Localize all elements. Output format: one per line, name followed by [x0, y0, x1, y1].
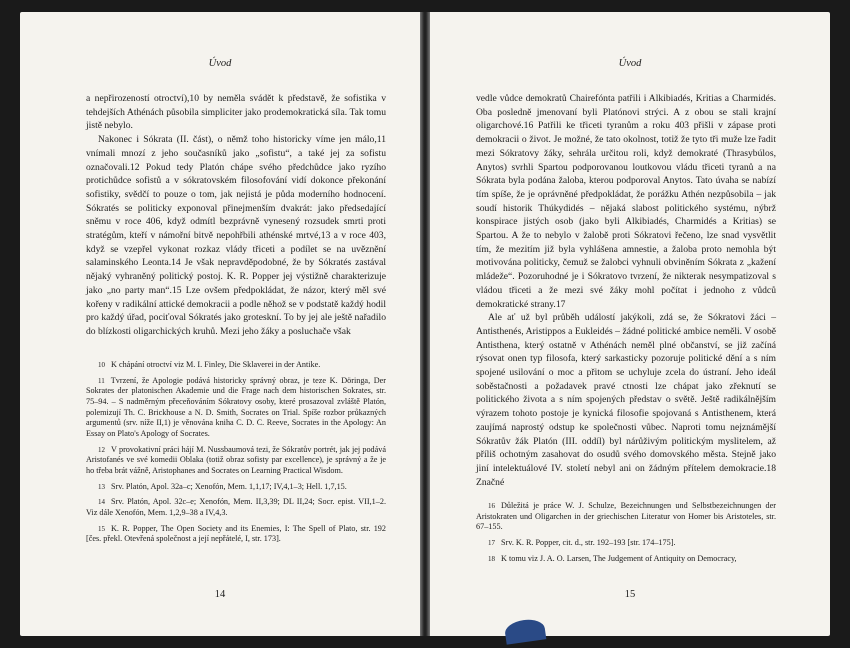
body-text: [476, 92, 776, 489]
footnote: [86, 376, 386, 440]
left-page: [20, 12, 420, 636]
footnote-text: Srv. Platón, Apol. 32c–e; Xenofón, Mem. II,3,39; DL II,24; Socr. epist. VII,1–2. Viz dále Xenofón, Mem. 1,2,9–38 a IV,4,3.: [86, 497, 386, 517]
footnote: [86, 445, 386, 477]
footnote-number: 12: [98, 445, 105, 454]
running-header: Úvod: [208, 58, 232, 69]
footnote-number: 13: [98, 482, 105, 491]
book-spine-gutter: [420, 12, 430, 636]
footnote: [476, 554, 776, 565]
footnote-text: K tomu viz J. A. O. Larsen, The Judgement of Antiquity on Democracy,: [501, 553, 737, 563]
footnote-number: 10: [98, 361, 105, 369]
right-page: [430, 12, 830, 636]
paragraph: a nepřirozeností otroctví),10 by neměla svádět k představě, že sofistika v tehdejších Athénách působila simpliciter jako prodemokratická síla. Tak tomu jistě nebylo.: [86, 93, 386, 132]
paragraph: Ale ať už byl průběh událostí jakýkoli, zdá se, že Sókratovi žáci – Antisthenés, Aristippos a Eukleidés – žádné politické ambice neměli. V osobě Antisthena, který ostatně v Athénách neměl plné občanství, se již začíná rýsovat onen typ filosofa, který sarkasticky pozoruje politické dění a s ním spojené usilování o moc a přitom se uchyluje zcela do ústraní. Jeho ideál soběstačnosti a požadavek pravé ctnosti lze chápat jako zřeknutí se politického života a s ním spojených představ o světě. Ještě radikálnějším výrazem tohoto postoje je kynická filosofie spojovaná s Antisthenem, která zaujímá naprostý odstup ke společnosti vůbec. Naproti tomu nejznámější Sókratův žák Platón (III. oddíl) byl nárůživým politickým myslitelem, až příliš ochotným zasahovat do osudů svého domovského města. Stejně jako jiní intelektuálové IV. století nebyl ani on žádným přítelem demokracie.18 Značné: [476, 312, 776, 488]
footnote-text: Srv. Platón, Apol. 32a–c; Xenofón, Mem. 1,1,17; IV,4,1–3; Hell. 1,7,15.: [111, 481, 347, 491]
footnotes: [476, 501, 776, 570]
footnote: [476, 538, 776, 549]
footnote-number: 11: [98, 376, 105, 385]
footnote-text: K chápání otroctví viz M. I. Finley, Die Sklaverei in der Antike.: [111, 360, 321, 369]
footnotes: [86, 360, 386, 550]
footnote: [86, 482, 386, 493]
running-header: Úvod: [618, 58, 642, 69]
footnote-number: 17: [488, 538, 495, 547]
footnote: [86, 524, 386, 545]
footnote-text: Důležitá je práce W. J. Schulze, Bezeichnungen und Selbstbezeichnungen der Aristokraten und Oligarchen in der griechischen Literatur von Homer bis Aristoteles, str. 67–155.: [476, 501, 776, 532]
footnote-text: V provokativní práci hájí M. Nussbaumová tezi, že Sókratův portrét, jak jej podává Aristofanés ve své komedii Oblaka (totiž obraz sofisty par excellence), je správný a že je ho třeba brát vážně, Aristophanes and Socrates on Learning Practical Wisdom.: [86, 444, 386, 475]
footnote-text: Srv. K. R. Popper, cit. d., str. 192–193 [str. 174–175].: [501, 537, 676, 547]
footnote: [476, 501, 776, 533]
footnote-number: 15: [98, 524, 105, 533]
footnote-number: 16: [488, 502, 495, 510]
footnote: [86, 497, 386, 518]
body-text: [86, 92, 386, 339]
footnote-number: 14: [98, 498, 105, 507]
paragraph: vedle vůdce demokratů Chairefónta patřili i Alkibiadés, Kritias a Charmidés. Oba posledně jmenovaní byli Platónovi strýci. A z obou se stali krajní oligarchové.16 Patřili ke třiceti tyranům a roku 403 přišli v zápase proti demokracii o život. Je možné, že tato okolnost, totiž že tyto tři muže lze řadit mezi Sókratovy žáky, sehrála určitou roli, když demokraté (Thrasybúlos, Anytos) svrhli Spartou podporovanou loutkovou vládu třiceti tyranů a na Sókrata byla podána žaloba, kterou podporoval Anytos. Tato úvaha se nabízí tím spíše, že je oprávněné předpokládat, že porážku Athén nezpůsobila – jak soudí historik Thúkydidés – nějaká slabost politického systému, nýbrž konspirace jistých osob (jako byli Alkibiadés, Charmidés a Kritias) se Spartou. A že to nebylo v žalobě proti Sókratovi řečeno, lze snad vysvětlit tím, že mezitím již byla vyhlášena amnestie, a žaloba proto nemohla být motivována politicky, čemuž se žalobci vyhnuli obviněním Sókrata z „kažení mládeže“. Pozoruhodné je i Sókratovo tvrzení, že nikterak nesympatizoval s vládou třiceti a že mezi své žáky mohl počítat i jednoho z vůdců demokratické strany.17: [476, 93, 776, 310]
footnote-text: Tvrzení, že Apologie podává historicky správný obraz, je teze K. Döringa, Der Sokrates der platonischen Akademie und die Frage nach dem historischen Sokrates, str. 75–94. – S nadměrným přeceňováním Sókratovy osoby, které prosazoval zvláště Platón, polemizují Th. C. Brickhouse a N. D. Smith, Socrates on Trial. Spíše rozbor průkazných argumentů (srv. níže II,1) je věnována kniha C. D. C. Reeve, Socrates in the Apology: An Essay on Plato's Apology of Socrates.: [86, 375, 386, 438]
paragraph: Nakonec i Sókrata (II. část), o němž toho historicky víme jen málo,11 vnímali mnozí z jeho současníků jako „sofistu“, a také jej za sofistu označovali.12 Pokud tedy Platón chápe svého předchůdce jako ryzího protichůdce sofistů a v sókratovském filosofování vidí dokonce překonání sofistiky, svědčí to pouze o tom, jak nejistá je půda moderního hodnocení. Sókratés se politicky exponoval přinejmenším dvakrát: jako předsedající sněmu v roce 406, když odmítl bezprávně vynesený rozsudek smrti proti stratégům, kteří v námořní bitvě nepohřbili athénské mrtvé,13 a v roce 403, když se vzepřel vykonat rozkaz vlády třiceti a podílet se na uvěznění salaminského Leonta.14 Je však nepravděpodobné, že by Sókratés zastával nějaký vyhraněný politický postoj. K. R. Popper jej výstižně charakterizuje jako „no party man“.15 Lze ovšem předpokládat, že názor, který měl své kořeny v radikální attické demokracii a podle něhož se v podstatě každý hodil pro každý úřad, pociťoval Sókratés jako groteskní. To by jej ale ještě nařadilo do blízkosti oligarchických kruhů. Mezi jeho žáky a posluchače však: [86, 134, 386, 337]
footnote: [86, 360, 386, 371]
footnote-text: K. R. Popper, The Open Society and its Enemies, I: The Spell of Plato, str. 192 [čes. překl. Otevřená společnost a její nepřátelé, I, str. 173].: [86, 523, 386, 544]
footnote-number: 18: [488, 554, 495, 563]
page-number: 14: [214, 589, 226, 600]
page-number: 15: [624, 589, 636, 600]
